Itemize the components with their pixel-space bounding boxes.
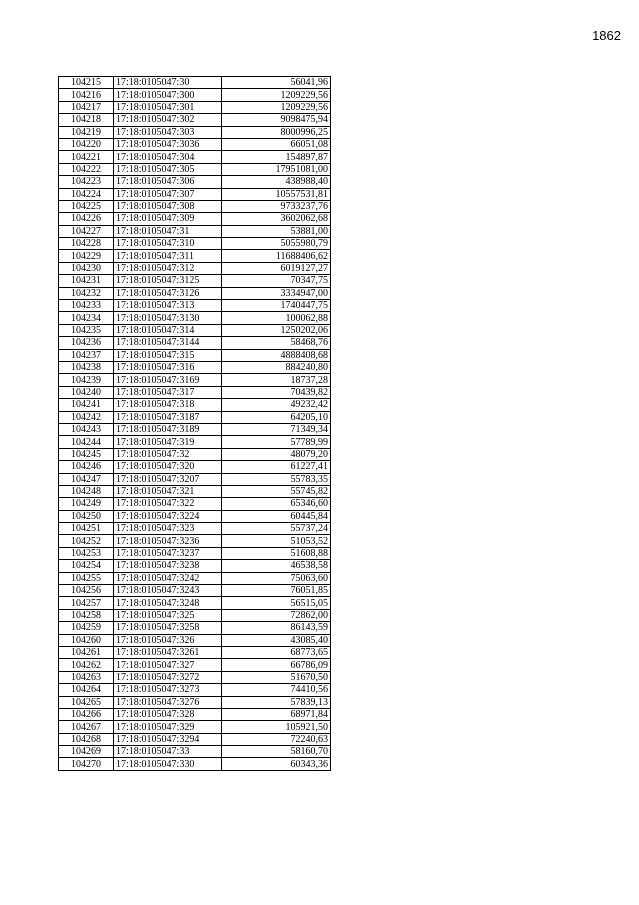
table-row <box>59 349 331 361</box>
row-number-cell: 104250 <box>59 510 114 522</box>
cadastral-number-cell: 17:18:0105047:309 <box>114 213 222 225</box>
table-row <box>59 498 331 510</box>
table-row <box>59 485 331 497</box>
cadastral-number-cell: 17:18:0105047:3236 <box>114 535 222 547</box>
table-row <box>59 758 331 770</box>
value-cell: 55737,24 <box>222 523 331 535</box>
table-row <box>59 746 331 758</box>
value-cell: 57839,13 <box>222 696 331 708</box>
table-row <box>59 176 331 188</box>
row-number-cell: 104266 <box>59 708 114 720</box>
row-number-cell: 104225 <box>59 200 114 212</box>
row-number-cell: 104243 <box>59 423 114 435</box>
cadastral-number-cell: 17:18:0105047:3276 <box>114 696 222 708</box>
value-cell: 9733237,76 <box>222 200 331 212</box>
row-number-cell: 104230 <box>59 262 114 274</box>
cadastral-number-cell: 17:18:0105047:3248 <box>114 597 222 609</box>
table-row <box>59 622 331 634</box>
row-number-cell: 104254 <box>59 560 114 572</box>
row-number-cell: 104224 <box>59 188 114 200</box>
table-row <box>59 671 331 683</box>
value-cell: 884240,80 <box>222 361 331 373</box>
cadastral-number-cell: 17:18:0105047:314 <box>114 324 222 336</box>
page-number: 1862 <box>592 28 621 43</box>
row-number-cell: 104253 <box>59 547 114 559</box>
row-number-cell: 104260 <box>59 634 114 646</box>
row-number-cell: 104235 <box>59 324 114 336</box>
table-row <box>59 473 331 485</box>
value-cell: 438988,40 <box>222 176 331 188</box>
table-row <box>59 461 331 473</box>
table-row <box>59 300 331 312</box>
cadastral-number-cell: 17:18:0105047:301 <box>114 101 222 113</box>
value-cell: 48079,20 <box>222 448 331 460</box>
value-cell: 61227,41 <box>222 461 331 473</box>
cadastral-number-cell: 17:18:0105047:3189 <box>114 423 222 435</box>
table-row <box>59 721 331 733</box>
cadastral-number-cell: 17:18:0105047:3125 <box>114 275 222 287</box>
table-row <box>59 324 331 336</box>
cadastral-number-cell: 17:18:0105047:318 <box>114 399 222 411</box>
cadastral-number-cell: 17:18:0105047:3169 <box>114 374 222 386</box>
table-row <box>59 597 331 609</box>
row-number-cell: 104219 <box>59 126 114 138</box>
table-row <box>59 213 331 225</box>
row-number-cell: 104229 <box>59 250 114 262</box>
value-cell: 8000996,25 <box>222 126 331 138</box>
table-row <box>59 659 331 671</box>
row-number-cell: 104221 <box>59 151 114 163</box>
table-row <box>59 436 331 448</box>
cadastral-number-cell: 17:18:0105047:315 <box>114 349 222 361</box>
value-cell: 58160,70 <box>222 746 331 758</box>
value-cell: 86143,59 <box>222 622 331 634</box>
cadastral-number-cell: 17:18:0105047:319 <box>114 436 222 448</box>
table-row <box>59 535 331 547</box>
row-number-cell: 104217 <box>59 101 114 113</box>
table-body <box>59 77 331 771</box>
cadastral-number-cell: 17:18:0105047:3237 <box>114 547 222 559</box>
row-number-cell: 104241 <box>59 399 114 411</box>
row-number-cell: 104248 <box>59 485 114 497</box>
value-cell: 49232,42 <box>222 399 331 411</box>
value-cell: 10557531,81 <box>222 188 331 200</box>
table-row <box>59 510 331 522</box>
row-number-cell: 104216 <box>59 89 114 101</box>
row-number-cell: 104257 <box>59 597 114 609</box>
row-number-cell: 104238 <box>59 361 114 373</box>
value-cell: 55783,35 <box>222 473 331 485</box>
row-number-cell: 104269 <box>59 746 114 758</box>
row-number-cell: 104252 <box>59 535 114 547</box>
table-row <box>59 238 331 250</box>
value-cell: 68971,84 <box>222 708 331 720</box>
row-number-cell: 104258 <box>59 609 114 621</box>
row-number-cell: 104232 <box>59 287 114 299</box>
cadastral-number-cell: 17:18:0105047:306 <box>114 176 222 188</box>
cadastral-number-cell: 17:18:0105047:320 <box>114 461 222 473</box>
cadastral-number-cell: 17:18:0105047:321 <box>114 485 222 497</box>
row-number-cell: 104270 <box>59 758 114 770</box>
value-cell: 17951081,00 <box>222 163 331 175</box>
value-cell: 56515,05 <box>222 597 331 609</box>
cadastral-number-cell: 17:18:0105047:3272 <box>114 671 222 683</box>
row-number-cell: 104262 <box>59 659 114 671</box>
table-row <box>59 374 331 386</box>
cadastral-number-cell: 17:18:0105047:308 <box>114 200 222 212</box>
cadastral-number-cell: 17:18:0105047:323 <box>114 523 222 535</box>
table-row <box>59 696 331 708</box>
cadastral-number-cell: 17:18:0105047:3224 <box>114 510 222 522</box>
table-row <box>59 163 331 175</box>
table-row <box>59 361 331 373</box>
row-number-cell: 104268 <box>59 733 114 745</box>
value-cell: 1250202,06 <box>222 324 331 336</box>
row-number-cell: 104249 <box>59 498 114 510</box>
cadastral-number-cell: 17:18:0105047:3126 <box>114 287 222 299</box>
table-row <box>59 287 331 299</box>
value-cell: 76051,85 <box>222 585 331 597</box>
cadastral-number-cell: 17:18:0105047:3242 <box>114 572 222 584</box>
value-cell: 66051,08 <box>222 138 331 150</box>
value-cell: 75063,60 <box>222 572 331 584</box>
table-row <box>59 547 331 559</box>
cadastral-number-cell: 17:18:0105047:307 <box>114 188 222 200</box>
cadastral-number-cell: 17:18:0105047:300 <box>114 89 222 101</box>
cadastral-number-cell: 17:18:0105047:317 <box>114 386 222 398</box>
row-number-cell: 104263 <box>59 671 114 683</box>
row-number-cell: 104226 <box>59 213 114 225</box>
data-table <box>58 76 331 771</box>
cadastral-number-cell: 17:18:0105047:30 <box>114 77 222 89</box>
row-number-cell: 104236 <box>59 337 114 349</box>
cadastral-number-cell: 17:18:0105047:3243 <box>114 585 222 597</box>
row-number-cell: 104261 <box>59 646 114 658</box>
value-cell: 71349,34 <box>222 423 331 435</box>
cadastral-number-cell: 17:18:0105047:322 <box>114 498 222 510</box>
value-cell: 56041,96 <box>222 77 331 89</box>
row-number-cell: 104256 <box>59 585 114 597</box>
cadastral-number-cell: 17:18:0105047:326 <box>114 634 222 646</box>
cadastral-number-cell: 17:18:0105047:31 <box>114 225 222 237</box>
table-row <box>59 101 331 113</box>
cadastral-number-cell: 17:18:0105047:316 <box>114 361 222 373</box>
row-number-cell: 104231 <box>59 275 114 287</box>
cadastral-number-cell: 17:18:0105047:3036 <box>114 138 222 150</box>
row-number-cell: 104233 <box>59 300 114 312</box>
table-row <box>59 733 331 745</box>
cadastral-number-cell: 17:18:0105047:3261 <box>114 646 222 658</box>
value-cell: 60343,36 <box>222 758 331 770</box>
cadastral-number-cell: 17:18:0105047:3258 <box>114 622 222 634</box>
cadastral-number-cell: 17:18:0105047:302 <box>114 114 222 126</box>
table-row <box>59 275 331 287</box>
row-number-cell: 104215 <box>59 77 114 89</box>
value-cell: 5055980,79 <box>222 238 331 250</box>
value-cell: 1209229,56 <box>222 101 331 113</box>
value-cell: 74410,56 <box>222 684 331 696</box>
value-cell: 6019127,27 <box>222 262 331 274</box>
value-cell: 1740447,75 <box>222 300 331 312</box>
value-cell: 11688406,62 <box>222 250 331 262</box>
row-number-cell: 104244 <box>59 436 114 448</box>
value-cell: 51670,50 <box>222 671 331 683</box>
value-cell: 72240,63 <box>222 733 331 745</box>
row-number-cell: 104220 <box>59 138 114 150</box>
value-cell: 57789,99 <box>222 436 331 448</box>
row-number-cell: 104247 <box>59 473 114 485</box>
value-cell: 66786,09 <box>222 659 331 671</box>
cadastral-number-cell: 17:18:0105047:3273 <box>114 684 222 696</box>
row-number-cell: 104218 <box>59 114 114 126</box>
value-cell: 105921,50 <box>222 721 331 733</box>
row-number-cell: 104227 <box>59 225 114 237</box>
value-cell: 65346,60 <box>222 498 331 510</box>
table-row <box>59 423 331 435</box>
table-row <box>59 684 331 696</box>
table-row <box>59 399 331 411</box>
table-row <box>59 646 331 658</box>
row-number-cell: 104223 <box>59 176 114 188</box>
row-number-cell: 104267 <box>59 721 114 733</box>
value-cell: 3334947,00 <box>222 287 331 299</box>
row-number-cell: 104242 <box>59 411 114 423</box>
row-number-cell: 104240 <box>59 386 114 398</box>
value-cell: 18737,28 <box>222 374 331 386</box>
table-row <box>59 262 331 274</box>
table-row <box>59 250 331 262</box>
table-row <box>59 609 331 621</box>
cadastral-number-cell: 17:18:0105047:325 <box>114 609 222 621</box>
value-cell: 4888408,68 <box>222 349 331 361</box>
table-row <box>59 708 331 720</box>
cadastral-number-cell: 17:18:0105047:330 <box>114 758 222 770</box>
cadastral-number-cell: 17:18:0105047:303 <box>114 126 222 138</box>
table-row <box>59 138 331 150</box>
cadastral-number-cell: 17:18:0105047:311 <box>114 250 222 262</box>
table-row <box>59 448 331 460</box>
cadastral-number-cell: 17:18:0105047:304 <box>114 151 222 163</box>
value-cell: 3602062,68 <box>222 213 331 225</box>
row-number-cell: 104246 <box>59 461 114 473</box>
value-cell: 70439,82 <box>222 386 331 398</box>
value-cell: 1209229,56 <box>222 89 331 101</box>
row-number-cell: 104265 <box>59 696 114 708</box>
cadastral-number-cell: 17:18:0105047:3238 <box>114 560 222 572</box>
value-cell: 70347,75 <box>222 275 331 287</box>
table-row <box>59 560 331 572</box>
cadastral-number-cell: 17:18:0105047:3294 <box>114 733 222 745</box>
table-row <box>59 523 331 535</box>
row-number-cell: 104259 <box>59 622 114 634</box>
table-row <box>59 114 331 126</box>
value-cell: 68773,65 <box>222 646 331 658</box>
value-cell: 58468,76 <box>222 337 331 349</box>
cadastral-number-cell: 17:18:0105047:313 <box>114 300 222 312</box>
cadastral-number-cell: 17:18:0105047:329 <box>114 721 222 733</box>
cadastral-number-cell: 17:18:0105047:312 <box>114 262 222 274</box>
cadastral-number-cell: 17:18:0105047:33 <box>114 746 222 758</box>
table-row <box>59 200 331 212</box>
value-cell: 55745,82 <box>222 485 331 497</box>
row-number-cell: 104234 <box>59 312 114 324</box>
table-row <box>59 77 331 89</box>
cadastral-number-cell: 17:18:0105047:327 <box>114 659 222 671</box>
cadastral-number-cell: 17:18:0105047:305 <box>114 163 222 175</box>
cadastral-number-cell: 17:18:0105047:328 <box>114 708 222 720</box>
cadastral-number-cell: 17:18:0105047:3130 <box>114 312 222 324</box>
row-number-cell: 104239 <box>59 374 114 386</box>
row-number-cell: 104222 <box>59 163 114 175</box>
table-row <box>59 634 331 646</box>
value-cell: 46538,58 <box>222 560 331 572</box>
value-cell: 100062,88 <box>222 312 331 324</box>
value-cell: 51608,88 <box>222 547 331 559</box>
row-number-cell: 104245 <box>59 448 114 460</box>
row-number-cell: 104228 <box>59 238 114 250</box>
table-row <box>59 572 331 584</box>
row-number-cell: 104255 <box>59 572 114 584</box>
cadastral-number-cell: 17:18:0105047:310 <box>114 238 222 250</box>
value-cell: 60445,84 <box>222 510 331 522</box>
table-row <box>59 585 331 597</box>
table-row <box>59 411 331 423</box>
cadastral-number-cell: 17:18:0105047:3207 <box>114 473 222 485</box>
value-cell: 154897,87 <box>222 151 331 163</box>
table-row <box>59 337 331 349</box>
cadastral-number-cell: 17:18:0105047:3144 <box>114 337 222 349</box>
table-row <box>59 386 331 398</box>
cadastral-number-cell: 17:18:0105047:3187 <box>114 411 222 423</box>
row-number-cell: 104251 <box>59 523 114 535</box>
cadastral-number-cell: 17:18:0105047:32 <box>114 448 222 460</box>
row-number-cell: 104264 <box>59 684 114 696</box>
table-row <box>59 188 331 200</box>
table-row <box>59 225 331 237</box>
value-cell: 9098475,94 <box>222 114 331 126</box>
table-row <box>59 89 331 101</box>
value-cell: 72862,00 <box>222 609 331 621</box>
value-cell: 43085,40 <box>222 634 331 646</box>
value-cell: 64205,10 <box>222 411 331 423</box>
value-cell: 51053,52 <box>222 535 331 547</box>
table-row <box>59 312 331 324</box>
value-cell: 53881,00 <box>222 225 331 237</box>
table-row <box>59 126 331 138</box>
table-row <box>59 151 331 163</box>
row-number-cell: 104237 <box>59 349 114 361</box>
